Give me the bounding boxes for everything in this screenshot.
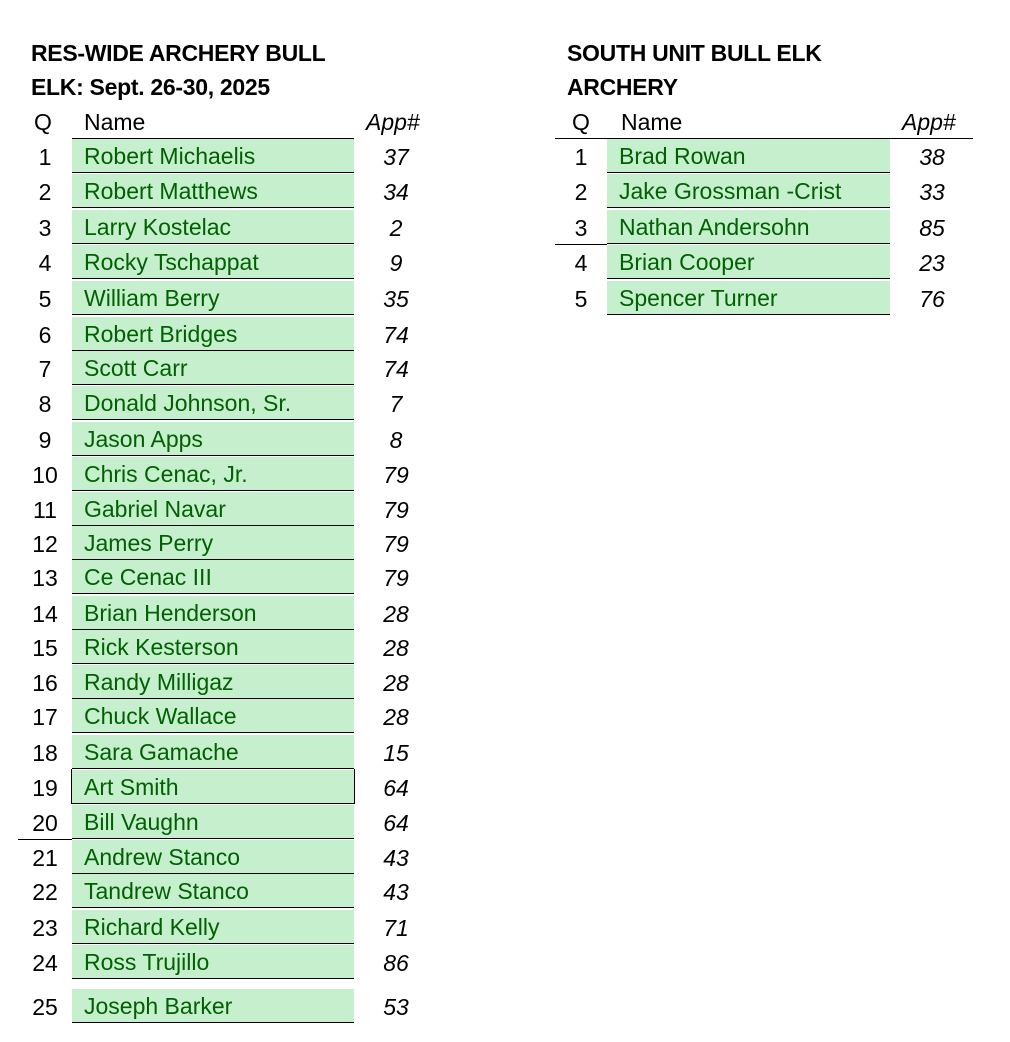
row-name: Chuck Wallace [72, 699, 354, 733]
row-rank: 21 [32, 845, 58, 871]
row-name: Brian Cooper [607, 245, 890, 279]
row-name: Tandrew Stanco [72, 874, 354, 908]
row-app-number: 43 [383, 879, 409, 905]
row-app-number: 28 [383, 635, 409, 661]
row-name: Donald Johnson, Sr. [72, 386, 354, 420]
row-rank: 10 [32, 462, 58, 488]
row-app-number: 8 [389, 427, 403, 453]
row-name: Nathan Andersohn [607, 210, 890, 244]
row-app-number: 64 [383, 775, 409, 801]
row-rank: 5 [38, 286, 52, 312]
row-app-number: 23 [919, 250, 945, 276]
row-name: William Berry [72, 281, 354, 315]
row-app-number: 74 [383, 356, 409, 382]
row-name: Ce Cenac III [72, 560, 354, 594]
left-cell-border [71, 769, 72, 804]
row-rank: 14 [32, 601, 58, 627]
row-name: Robert Matthews [72, 174, 354, 208]
right-table-title-line1: SOUTH UNIT BULL ELK [567, 40, 822, 66]
right-header-name: Name [621, 109, 683, 135]
left-table-title-line1: RES-WIDE ARCHERY BULL [31, 40, 326, 66]
row-name: Brian Henderson [72, 596, 354, 630]
row-rank: 4 [38, 250, 52, 276]
row-name: Randy Milligaz [72, 665, 354, 699]
right-header-app: App# [902, 109, 956, 135]
left-table-title-line2: ELK: Sept. 26-30, 2025 [31, 74, 270, 100]
row-app-number: 53 [383, 994, 409, 1020]
row-rank: 1 [38, 144, 52, 170]
row-rank: 6 [38, 322, 52, 348]
row-rank: 12 [32, 531, 58, 557]
row-rank: 9 [38, 427, 52, 453]
row-name: Richard Kelly [72, 910, 354, 944]
row-app-number: 85 [919, 215, 945, 241]
row-rank: 2 [38, 179, 52, 205]
row-app-number: 35 [383, 286, 409, 312]
row-app-number: 86 [383, 950, 409, 976]
row-rank: 16 [32, 670, 58, 696]
row-app-number: 79 [383, 497, 409, 523]
row-app-number: 15 [383, 740, 409, 766]
row-name: Chris Cenac, Jr. [72, 457, 354, 491]
row-name: Spencer Turner [607, 281, 890, 315]
row-rank: 2 [574, 179, 588, 205]
row-rank: 3 [38, 215, 52, 241]
row-rank: 22 [32, 879, 58, 905]
right-table-title-line2: ARCHERY [567, 74, 678, 100]
row-name: Larry Kostelac [72, 210, 354, 244]
row-app-number: 9 [389, 250, 403, 276]
row-rank: 20 [32, 810, 58, 836]
left-row-divider [18, 839, 72, 840]
row-app-number: 2 [389, 215, 403, 241]
row-app-number: 28 [383, 670, 409, 696]
left-cell-border [354, 769, 355, 804]
row-rank: 24 [32, 950, 58, 976]
left-header-name: Name [84, 109, 146, 135]
row-rank: 7 [38, 356, 52, 382]
row-name: Scott Carr [72, 351, 354, 385]
row-app-number: 38 [919, 144, 945, 170]
left-header-app: App# [366, 109, 420, 135]
row-rank: 18 [32, 740, 58, 766]
row-rank: 8 [38, 391, 52, 417]
right-row-divider [555, 244, 607, 245]
row-name: Robert Bridges [72, 317, 354, 351]
row-rank: 3 [574, 215, 588, 241]
row-app-number: 33 [919, 179, 945, 205]
row-rank: 1 [574, 144, 588, 170]
left-header-q: Q [34, 109, 52, 135]
row-app-number: 79 [383, 531, 409, 557]
row-name: Rick Kesterson [72, 630, 354, 664]
row-name: Andrew Stanco [72, 840, 354, 874]
row-app-number: 79 [383, 462, 409, 488]
row-rank: 5 [574, 286, 588, 312]
row-name: Brad Rowan [607, 139, 890, 173]
row-name: James Perry [72, 526, 354, 560]
row-app-number: 37 [383, 144, 409, 170]
row-rank: 15 [32, 635, 58, 661]
row-app-number: 64 [383, 810, 409, 836]
row-name: Art Smith [72, 770, 354, 804]
row-app-number: 28 [383, 601, 409, 627]
row-rank: 23 [32, 915, 58, 941]
row-rank: 25 [32, 994, 58, 1020]
row-name: Jake Grossman -Crist [607, 174, 890, 208]
row-rank: 17 [32, 704, 58, 730]
row-name: Joseph Barker [72, 989, 354, 1023]
row-name: Gabriel Navar [72, 492, 354, 526]
row-app-number: 7 [389, 391, 403, 417]
row-app-number: 43 [383, 845, 409, 871]
row-name: Sara Gamache [72, 735, 354, 769]
row-app-number: 79 [383, 565, 409, 591]
row-name: Ross Trujillo [72, 945, 354, 979]
row-rank: 4 [574, 250, 588, 276]
right-header-q: Q [572, 109, 590, 135]
row-app-number: 76 [919, 286, 945, 312]
row-app-number: 34 [383, 179, 409, 205]
row-app-number: 28 [383, 704, 409, 730]
row-app-number: 74 [383, 322, 409, 348]
row-name: Bill Vaughn [72, 805, 354, 839]
row-app-number: 71 [383, 915, 409, 941]
row-name: Rocky Tschappat [72, 245, 354, 279]
row-rank: 13 [32, 565, 58, 591]
row-name: Robert Michaelis [72, 139, 354, 173]
row-name: Jason Apps [72, 422, 354, 456]
row-rank: 19 [32, 775, 58, 801]
row-rank: 11 [33, 497, 57, 523]
